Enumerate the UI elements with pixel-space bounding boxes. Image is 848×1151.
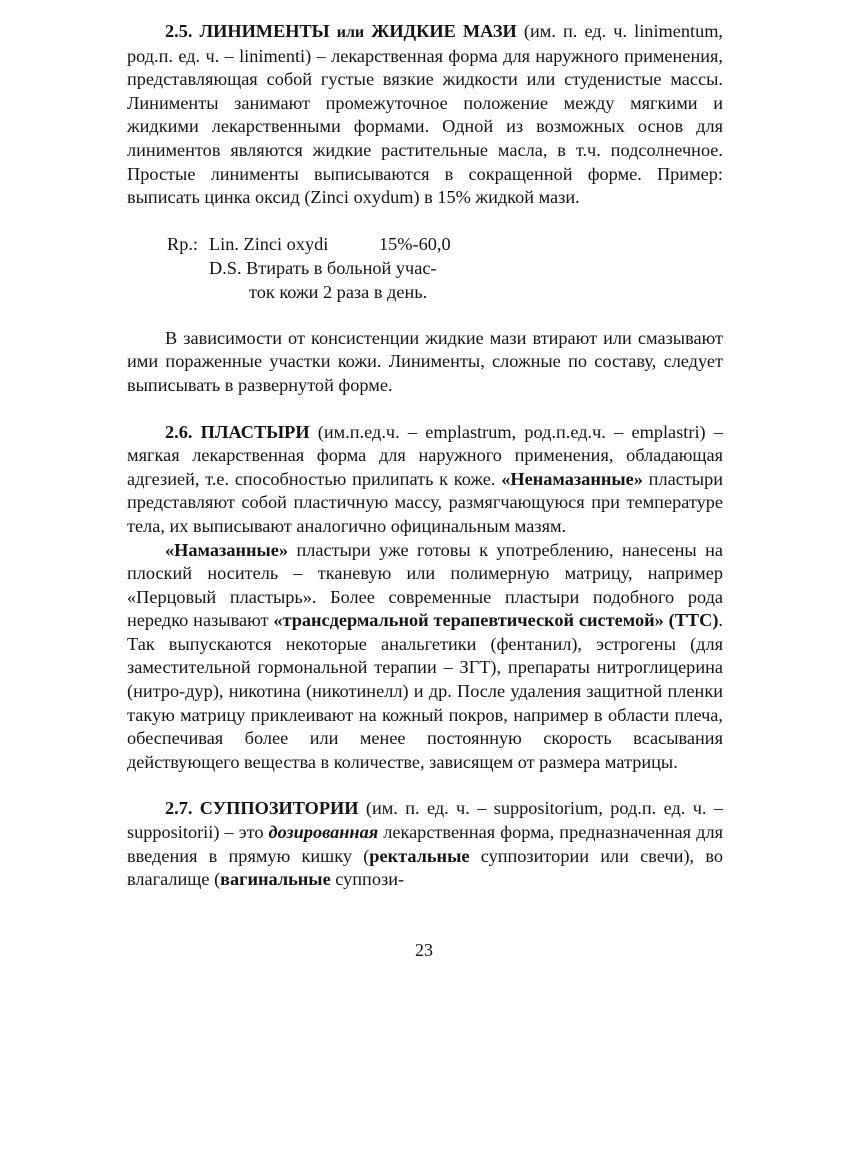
bold-term-rectal: ректальные (369, 845, 470, 866)
bold-term-vaginal: вагинальные (220, 869, 331, 890)
section-title-conjunction: или (336, 24, 365, 41)
section-title: СУППОЗИТОРИИ (199, 798, 359, 819)
section-2-7-paragraph (127, 797, 723, 891)
section-number: 2.7. (165, 798, 193, 819)
paragraph-consistency: В зависимости от консистенции жидкие мази втирают или смазывают ими пораженные участки кожи. Линименты, сложные по составу, следует выписывать в развернутой форме. (127, 327, 723, 395)
paragraph-text: пластыри уже готовы к употреблению, нанесены на плоский носитель – тканевую или полимерную матрицу, например «Перцовый пластырь». Более современные пластыри подобного рода нередко называют (127, 539, 723, 631)
section-body-cont: пластыри представляют собой пластичную массу, размягчающуюся при температуре тела, их выписывают аналогично официнальным мазям. (127, 468, 723, 536)
section-2-6-paragraph (127, 421, 723, 539)
recipe-dose: 15%-60,0 (379, 233, 451, 254)
recipe-signa-continued: ток кожи 2 раза в день. (249, 281, 428, 302)
recipe-signa-line: D.S. Втирать в больной учас- (209, 257, 437, 278)
section-number: 2.6. (165, 421, 193, 442)
recipe-drug: Lin. Zinci oxydi (209, 233, 329, 254)
section-body: (им. п. ед. ч. linimentum, род.п. ед. ч. – linimenti) – лекарственная форма для наружного применения, представляющая собой густые вязкие жидкости или студенистые массы. Линименты занимают промежуточное положение между мягкими и жидкими лекарственными формами. Одной из возможных основ для линиментов являются жидкие растительные масла, в т.ч. подсолнечное. Простые линименты выписываются в сокращенной форме. Пример: выписать цинка оксид (Zinci oxydum) в 15% жидкой мази. (127, 21, 724, 208)
section-body-cont2: суппозитории или свечи), во влагалище ( (127, 845, 723, 890)
section-2-6-paragraph-2 (127, 539, 723, 775)
section-body-cont: лекарственная форма, предназначенная для введения в прямую кишку ( (127, 822, 723, 866)
document-page (127, 20, 723, 892)
bold-term-tts: «трансдермальной терапевтической системой» (ТТС) (273, 610, 719, 631)
section-number: 2.5. (165, 21, 193, 41)
section-body: (им. п. ед. ч. – suppositorium, род.п. ед. ч. – suppositorii) – это (127, 798, 723, 843)
section-title: ПЛАСТЫРИ (200, 421, 310, 442)
bold-term-unspread: «Ненамазанные» (501, 468, 643, 489)
section-title: ЛИНИМЕНТЫ (199, 21, 330, 41)
paragraph-text-cont: . Так выпускаются некоторые анальгетики (фентанил), эстрогены (для заместительной гормональной терапии – ЗГТ), препараты нитроглицерина (нитро-дур), никотина (никотинелл) и др. После удаления защитной пленки такую матрицу приклеивают на кожный покров, например в области плеча, обеспечивая более или менее постоянную скорость всасывания действующего вещества в количестве, зависящем от размера матрицы. (127, 610, 723, 772)
section-2-5-paragraph (127, 20, 723, 210)
bold-italic-term: дозированная (268, 822, 379, 843)
section-title-alt: ЖИДКИЕ МАЗИ (371, 21, 517, 41)
section-body: (им.п.ед.ч. – emplastrum, род.п.ед.ч. – emplastri) – мягкая лекарственная форма для наружного применения, обладающая адгезией, т.е. способностью прилипать к коже. (127, 421, 723, 489)
prescription-block (167, 232, 723, 304)
section-body-cont3: суппози- (330, 869, 405, 890)
bold-term-spread: «Намазанные» (165, 539, 289, 560)
recipe-rp-label: Rp.: (167, 233, 198, 254)
page-number: 23 (415, 940, 433, 960)
